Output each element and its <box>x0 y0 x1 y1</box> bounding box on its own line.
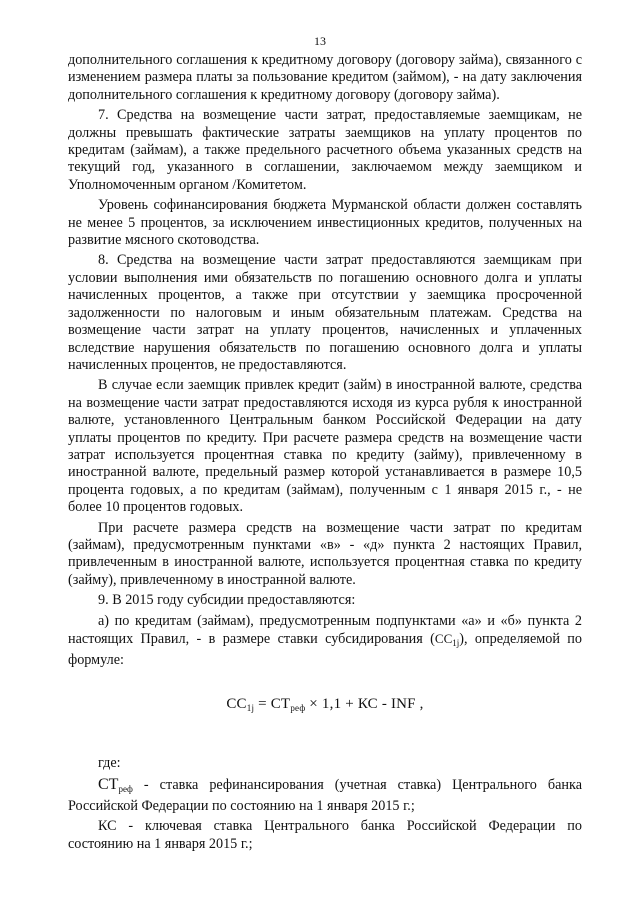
ct-symbol-subscript: реф <box>118 783 133 794</box>
paragraph-9a-text-end: ), определяемой по формуле: <box>68 631 582 669</box>
cc-symbol-main: СС <box>434 631 453 646</box>
where-label: где: <box>98 755 121 772</box>
definition-ks: КС - ключевая ставка Центрального банка Российской Федерации по состоянию на 1 января 2015 г.; <box>68 818 582 852</box>
paragraph-cofinancing: Уровень софинансирования бюджета Мурманской области должен составлять не менее 5 процентов, за исключением инвестиционных кредитов, полученных на развитие мясного скотоводства. <box>68 197 582 249</box>
document-body <box>68 52 582 856</box>
ct-symbol: СТ <box>98 775 119 793</box>
cc-symbol <box>435 631 459 646</box>
formula-lhs-subscript: 1j <box>246 702 255 713</box>
paragraph-9a <box>68 613 582 670</box>
formula-eq: = СТ <box>254 695 291 712</box>
definition-ct <box>68 776 582 816</box>
paragraph-8: 8. Средства на возмещение части затрат предоставляются заемщикам при условии выполнения ими обязательств по погашению основного долга и уплаты начисленных процентов, а также при отсутствии у заемщика просроченной задолженности по налоговым и иным обязательным платежам. Средства на возмещение части затрат на уплату процентов, начисленных и уплаченных вследствие нарушения обязательств по погашению основного долга и уплаты начисленных процентов, не предоставляются. <box>68 252 582 373</box>
paragraph-foreign-currency: В случае если заемщик привлек кредит (займ) в иностранной валюте, средства на возмещение части затрат предоставляются исходя из курса рубля к иностранной валюте, установленного Центральным банком Российской Федерации на дату уплаты процентов по кредиту. При расчете размера средств на возмещение части затрат используется процентная ставка по кредиту (займу), привлеченному в иностранной валюте, предельный размер которой устанавливается в размере 10,5 процента годовых, а по кредитам (займам), полученным с 1 января 2015 г., - не более 10 процентов годовых. <box>68 377 582 516</box>
definition-ct-text: - ставка рефинансирования (учетная ставка) Центрального банка Российской Федерации по состоянию на 1 января 2015 г.; <box>68 776 582 815</box>
formula-rhs: × 1,1 + КС - INF , <box>305 695 424 712</box>
paragraph-9a-text-start: а) по кредитам (займам), предусмотренным подпунктами «а» и «б» пункта 2 настоящих Правил, - в размере ставки субсидирования ( <box>68 612 582 647</box>
paragraph-foreign-rate: При расчете размера средств на возмещение части затрат по кредитам (займам), предусмотренным пунктами «в» - «д» пункта 2 настоящих Правил, привлеченным в иностранной валюте, используется процентная ставка по кредиту (займу), привлеченному в иностранной валюте. <box>68 519 582 588</box>
cc-symbol-subscript: 1j <box>452 638 460 648</box>
paragraph: дополнительного соглашения к кредитному договору (договору займа), связанного с изменением размера платы за пользование кредитом (займом), - на дату заключения дополнительного соглашения к кредитному договору (договору займа). <box>68 52 582 103</box>
paragraph-7: 7. Средства на возмещение части затрат, предоставляемые заемщикам, не должны превышать фактические затраты заемщиков на уплату процентов по кредитам (займам), а также предельного расчетного объема указанных средств на текущий год, указанного в соглашении, заключаемом между заемщиком и Уполномоченным органом /Комитетом. <box>68 107 582 193</box>
formula-ct-subscript: реф <box>290 702 306 713</box>
paragraph-9: 9. В 2015 году субсидии предоставляются: <box>98 592 356 609</box>
page-number: 13 <box>314 34 326 48</box>
formula-lhs: СС <box>226 695 247 712</box>
subsidy-formula <box>68 696 582 717</box>
